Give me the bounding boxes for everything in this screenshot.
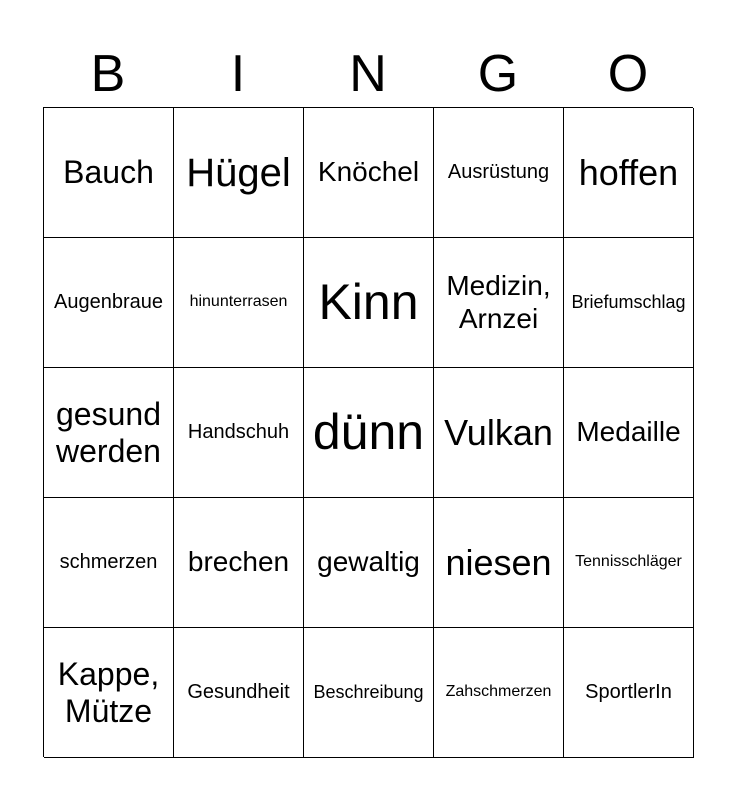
bingo-board (43, 107, 693, 757)
header-letter-g: G (477, 45, 519, 103)
bingo-cell[interactable]: Bauch (44, 108, 174, 238)
bingo-cell[interactable]: Ausrüstung (434, 108, 564, 238)
bingo-cell[interactable]: gesund werden (44, 368, 174, 498)
header-letter-i: I (230, 45, 246, 103)
bingo-cell[interactable]: Gesundheit (174, 628, 304, 758)
header-letter-b: B (90, 45, 126, 103)
bingo-cell[interactable]: Beschreibung (304, 628, 434, 758)
bingo-header (43, 42, 693, 106)
bingo-cell[interactable]: Vulkan (434, 368, 564, 498)
bingo-cell[interactable]: Briefumschlag (564, 238, 694, 368)
bingo-cell[interactable]: Kappe, Mütze (44, 628, 174, 758)
bingo-cell[interactable]: Zahschmerzen (434, 628, 564, 758)
bingo-cell[interactable]: Hügel (174, 108, 304, 238)
bingo-cell[interactable]: niesen (434, 498, 564, 628)
bingo-cell[interactable]: SportlerIn (564, 628, 694, 758)
bingo-cell[interactable]: schmerzen (44, 498, 174, 628)
header-letter-o: O (607, 45, 649, 103)
bingo-cell[interactable]: gewaltig (304, 498, 434, 628)
bingo-cell[interactable]: dünn (304, 368, 434, 498)
bingo-cell[interactable]: Knöchel (304, 108, 434, 238)
bingo-cell[interactable]: brechen (174, 498, 304, 628)
bingo-cell[interactable]: Kinn (304, 238, 434, 368)
bingo-cell[interactable]: Tennisschläger (564, 498, 694, 628)
header-letter-n: N (349, 45, 387, 103)
bingo-cell[interactable]: hoffen (564, 108, 694, 238)
bingo-cell[interactable]: Medaille (564, 368, 694, 498)
bingo-cell[interactable]: Augenbraue (44, 238, 174, 368)
bingo-cell[interactable]: Handschuh (174, 368, 304, 498)
bingo-cell[interactable]: hinunterrasen (174, 238, 304, 368)
bingo-cell[interactable]: Medizin, Arnzei (434, 238, 564, 368)
